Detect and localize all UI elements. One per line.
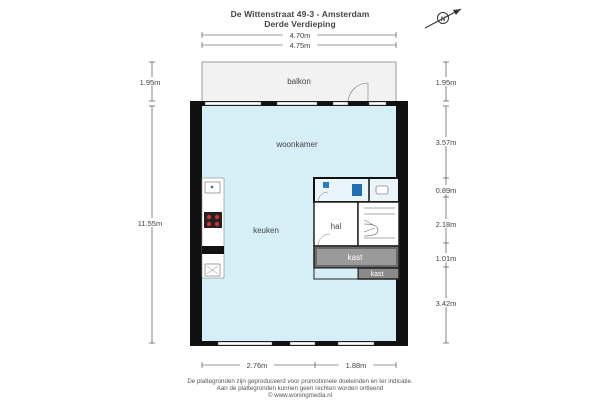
bath-tile-icon (323, 182, 329, 188)
room-label-balcony: balkon (287, 77, 311, 86)
toilet-icon (352, 184, 362, 196)
dimension-bottom-right: 1.88m (345, 361, 367, 370)
dimension-bottom-left: 2.76m (246, 361, 268, 370)
cooktop-icon (204, 212, 222, 228)
bottom-windows (218, 342, 374, 345)
compass-label: N (440, 17, 446, 23)
bathroom (314, 178, 399, 202)
dimension-top-outer: 4.70m (289, 31, 311, 40)
dimension-top-total: 4.75m (289, 41, 311, 50)
dimension-left-main: 11.55m (137, 219, 163, 228)
hall-area (314, 202, 399, 246)
address-title: De Wittenstraat 49-3 - Amsterdam (230, 9, 370, 19)
room-label-kitchen: keuken (253, 226, 279, 235)
compass-icon (425, 9, 461, 28)
dimension-left-balcony: 1.95m (139, 78, 161, 87)
footer-line-1: De plattegronden zijn geproduceerd voor promotionele doeleinden en ter indicatie. (187, 378, 413, 385)
dimension-right-5: 3.42m (435, 299, 457, 308)
kitchen-counter (202, 178, 224, 278)
footer-line-2: Aan de plattegronden kunnen geen rechten worden ontleend (216, 385, 384, 392)
floor-title: Derde Verdieping (264, 19, 336, 29)
room-label-closet-1: kast (347, 253, 363, 262)
room-label-hall: hal (330, 222, 342, 231)
dimension-right-1: 3.57m (435, 138, 457, 147)
dimension-right-balcony: 1.95m (435, 78, 457, 87)
room-label-living: woonkamer (276, 140, 318, 149)
washbasin-icon (376, 186, 388, 194)
dimension-right-2: 0.89m (435, 186, 457, 195)
dimension-right-3: 2.18m (435, 220, 457, 229)
footer-line-3: © www.woningmedia.nl (267, 392, 333, 399)
dimension-right-4: 1.01m (435, 254, 457, 263)
room-label-closet-2: kast (370, 271, 384, 278)
left-dimension-lines (149, 62, 155, 343)
closets (314, 246, 399, 279)
